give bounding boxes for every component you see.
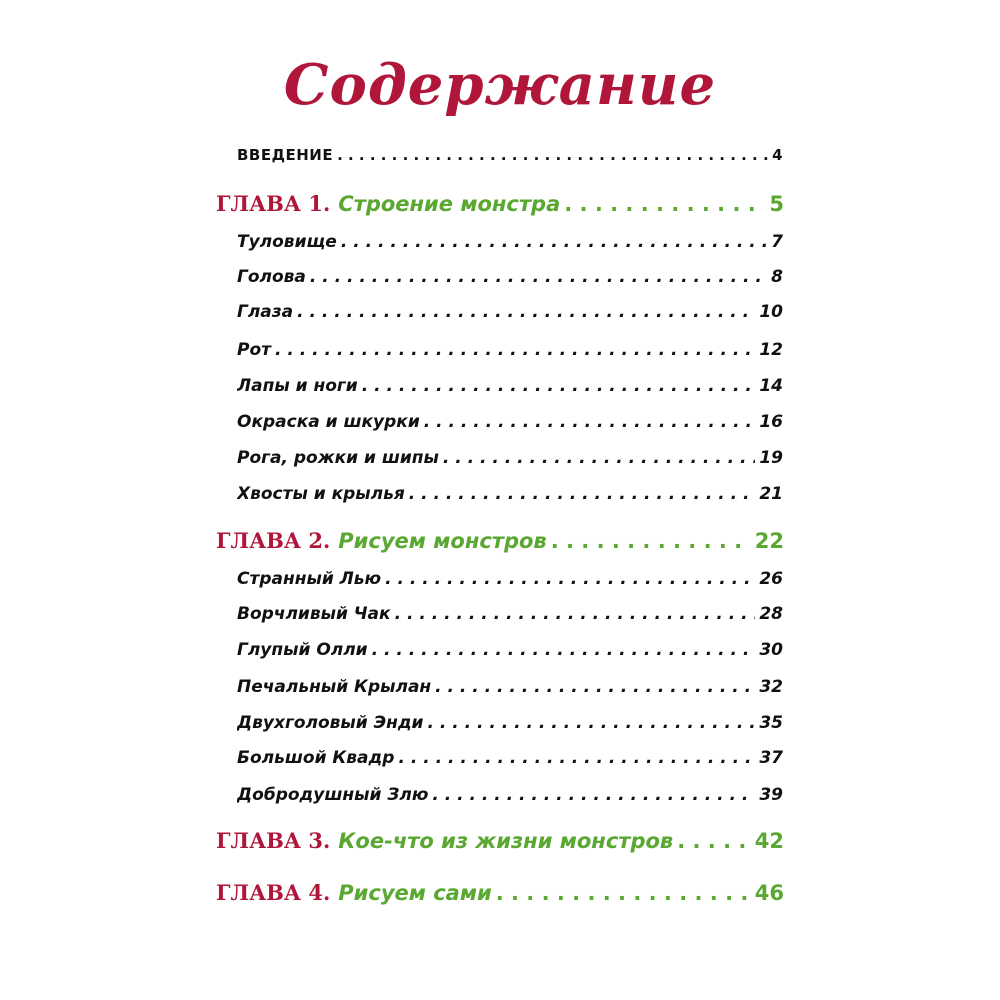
toc-entry-page: 32 (759, 677, 783, 697)
toc-entry-label: Ворчливый Чак (237, 604, 391, 624)
chapter-title: Рисуем сами (338, 881, 492, 905)
toc-entry[interactable] (237, 340, 783, 360)
toc-entry-label: Странный Лью (237, 569, 382, 589)
dot-leader (424, 412, 756, 432)
toc-entry-page: 26 (759, 569, 783, 589)
dot-leader (551, 529, 751, 553)
chapter-label: ГЛАВА 3. (216, 828, 331, 853)
chapter-title: Кое-что из жизни монстров (338, 829, 674, 853)
dot-leader (297, 302, 755, 322)
dot-leader (427, 713, 755, 733)
toc-entry-page: 39 (759, 785, 783, 805)
toc-entry-page: 16 (759, 412, 783, 432)
toc-entry-label: Двухголовый Энди (237, 713, 424, 733)
toc-entry-label: Добродушный Злю (237, 785, 429, 805)
toc-entry-page: 37 (759, 748, 783, 768)
toc-entry-page: 10 (759, 302, 783, 322)
dot-leader (372, 640, 756, 660)
toc-entry[interactable] (237, 376, 783, 396)
dot-leader (564, 192, 765, 216)
dot-leader (398, 748, 755, 768)
toc-entry[interactable] (237, 232, 783, 252)
toc-entry-label: Рот (237, 340, 271, 360)
dot-leader (341, 232, 767, 252)
toc-entry-label: Голова (237, 267, 306, 287)
toc-entry[interactable] (237, 677, 783, 697)
toc-entry-page: 12 (759, 340, 783, 360)
toc-entry-page: 28 (759, 604, 783, 624)
dot-leader (496, 881, 751, 905)
dot-leader (362, 376, 756, 396)
chapter-page: 5 (769, 192, 784, 216)
dot-leader (337, 146, 768, 164)
toc-entry[interactable] (237, 569, 783, 589)
toc-entry[interactable] (237, 302, 783, 322)
chapter-label: ГЛАВА 1. (216, 191, 331, 216)
toc-entry-page: 21 (759, 484, 783, 504)
dot-leader (275, 340, 755, 360)
toc-entry[interactable] (237, 640, 783, 660)
toc-entry-page: 35 (759, 713, 783, 733)
dot-leader (385, 569, 755, 589)
toc-entry-page: 30 (759, 640, 783, 660)
chapter-title: Рисуем монстров (338, 529, 547, 553)
toc-entry-label: Лапы и ноги (237, 376, 358, 396)
chapter-page: 42 (754, 829, 784, 853)
toc-chapter-4[interactable] (216, 880, 784, 905)
toc-entry-page: 14 (759, 376, 783, 396)
dot-leader (435, 677, 755, 697)
toc-entry-label: Хвосты и крылья (237, 484, 405, 504)
toc-entry[interactable] (237, 412, 783, 432)
toc-entry-label: Большой Квадр (237, 748, 395, 768)
dot-leader (310, 267, 767, 287)
toc-entry-label: Глаза (237, 302, 294, 322)
toc-entry-page: 19 (759, 448, 783, 468)
toc-entry-label: Окраска и шкурки (237, 412, 420, 432)
toc-entry[interactable] (237, 484, 783, 504)
dot-leader (443, 448, 755, 468)
toc-entry-label: Туловище (237, 232, 337, 252)
toc-entry-page: 4 (772, 146, 783, 164)
toc-chapter-2[interactable] (216, 528, 784, 553)
dot-leader (395, 604, 756, 624)
toc-entry[interactable] (237, 748, 783, 768)
toc-entry-page: 7 (771, 232, 783, 252)
toc-chapter-1[interactable] (216, 191, 784, 216)
chapter-page: 46 (754, 881, 784, 905)
toc-entry-label: Рога, рожки и шипы (237, 448, 439, 468)
toc-entry-page: 8 (771, 267, 783, 287)
toc-entry[interactable] (237, 785, 783, 805)
chapter-label: ГЛАВА 4. (216, 880, 331, 905)
toc-entry-intro[interactable] (237, 146, 783, 164)
chapter-page: 22 (754, 529, 784, 553)
dot-leader (432, 785, 755, 805)
toc-entry[interactable] (237, 267, 783, 287)
chapter-title: Строение монстра (338, 192, 561, 216)
toc-entry[interactable] (237, 713, 783, 733)
dot-leader (409, 484, 756, 504)
toc-entry-label: Глупый Олли (237, 640, 368, 660)
chapter-label: ГЛАВА 2. (216, 528, 331, 553)
toc-entry-label: Печальный Крылан (237, 677, 432, 697)
toc-entry[interactable] (237, 604, 783, 624)
toc-entry-label: ВВЕДЕНИЕ (237, 146, 334, 164)
toc-entry[interactable] (237, 448, 783, 468)
toc-chapter-3[interactable] (216, 828, 784, 853)
page-title: Содержание (283, 52, 717, 118)
dot-leader (677, 829, 751, 853)
